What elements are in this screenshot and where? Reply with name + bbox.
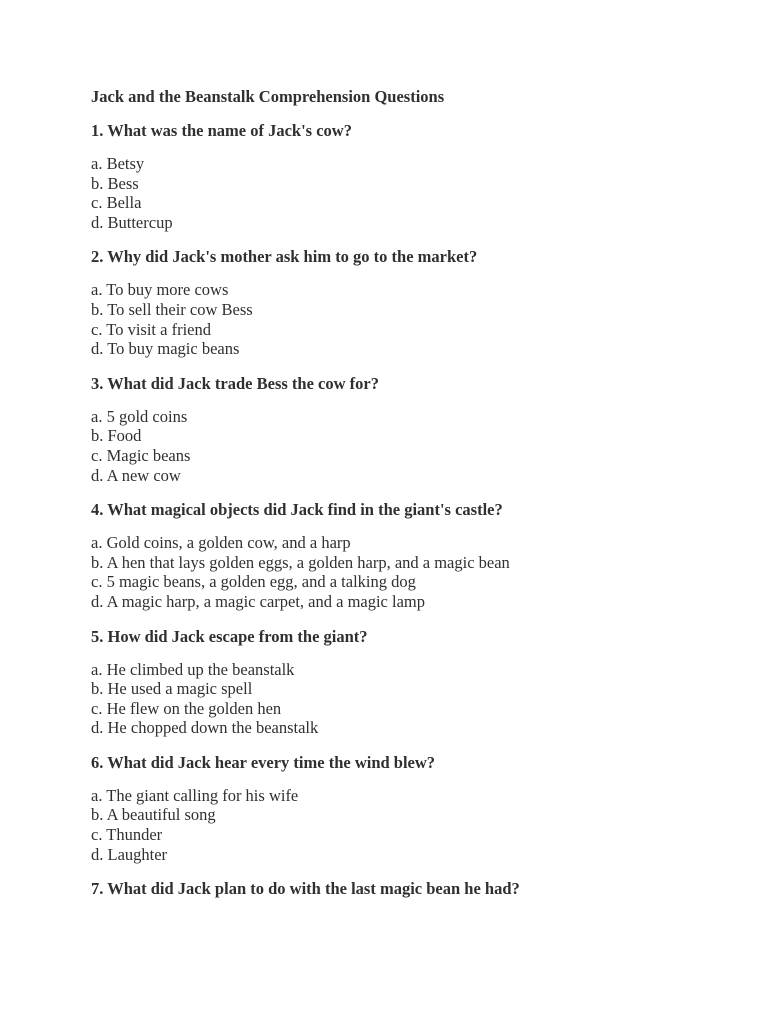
answer-option-a: a. The giant calling for his wife bbox=[91, 785, 299, 805]
answer-options bbox=[91, 786, 751, 864]
answer-option-c: c. To visit a friend bbox=[91, 319, 211, 339]
answer-option-c: c. Thunder bbox=[91, 825, 163, 845]
question-text: 2. Why did Jack's mother ask him to go to the market? bbox=[91, 247, 478, 267]
question-text: 4. What magical objects did Jack find in the giant's castle? bbox=[91, 500, 503, 520]
answer-option-d: d. To buy magic beans bbox=[91, 339, 240, 359]
answer-options bbox=[91, 280, 751, 358]
answer-options bbox=[91, 154, 751, 232]
answer-option-a: a. To buy more cows bbox=[91, 280, 229, 300]
question-3 bbox=[91, 373, 751, 485]
answer-option-a: a. Betsy bbox=[91, 154, 145, 173]
question-4 bbox=[91, 499, 751, 611]
answer-option-b: b. He used a magic spell bbox=[91, 679, 253, 699]
question-7 bbox=[91, 878, 751, 900]
answer-option-b: b. A beautiful song bbox=[91, 805, 216, 825]
answer-option-d: d. A magic harp, a magic carpet, and a magic lamp bbox=[91, 591, 425, 611]
question-2 bbox=[91, 246, 751, 358]
answer-option-a: a. 5 gold coins bbox=[91, 406, 188, 426]
answer-options bbox=[91, 533, 751, 611]
answer-option-d: d. He chopped down the beanstalk bbox=[91, 718, 319, 738]
answer-option-d: d. A new cow bbox=[91, 465, 181, 485]
answer-option-c: c. Bella bbox=[91, 193, 142, 213]
question-text: 1. What was the name of Jack's cow? bbox=[91, 121, 352, 140]
answer-option-d: d. Laughter bbox=[91, 844, 168, 864]
answer-options bbox=[91, 407, 751, 485]
question-text: 7. What did Jack plan to do with the last magic bean he had? bbox=[91, 879, 520, 899]
answer-option-a: a. He climbed up the beanstalk bbox=[91, 659, 295, 679]
answer-option-a: a. Gold coins, a golden cow, and a harp bbox=[91, 533, 351, 553]
question-6 bbox=[91, 752, 751, 864]
answer-option-d: d. Buttercup bbox=[91, 212, 173, 232]
answer-option-c: c. Magic beans bbox=[91, 445, 191, 465]
answer-options bbox=[91, 660, 751, 738]
answer-option-b: b. Food bbox=[91, 426, 142, 446]
question-text: 5. How did Jack escape from the giant? bbox=[91, 626, 368, 646]
question-text: 6. What did Jack hear every time the wind blew? bbox=[91, 752, 436, 772]
document-page bbox=[91, 86, 751, 912]
answer-option-b: b. To sell their cow Bess bbox=[91, 299, 253, 319]
document-title: Jack and the Beanstalk Comprehension Questions bbox=[91, 87, 445, 106]
answer-option-b: b. A hen that lays golden eggs, a golden harp, and a magic bean bbox=[91, 552, 510, 572]
answer-option-c: c. He flew on the golden hen bbox=[91, 698, 282, 718]
answer-option-c: c. 5 magic beans, a golden egg, and a talking dog bbox=[91, 572, 416, 592]
question-1 bbox=[91, 120, 751, 232]
answer-option-b: b. Bess bbox=[91, 173, 139, 193]
question-5 bbox=[91, 626, 751, 738]
question-text: 3. What did Jack trade Bess the cow for? bbox=[91, 373, 379, 393]
